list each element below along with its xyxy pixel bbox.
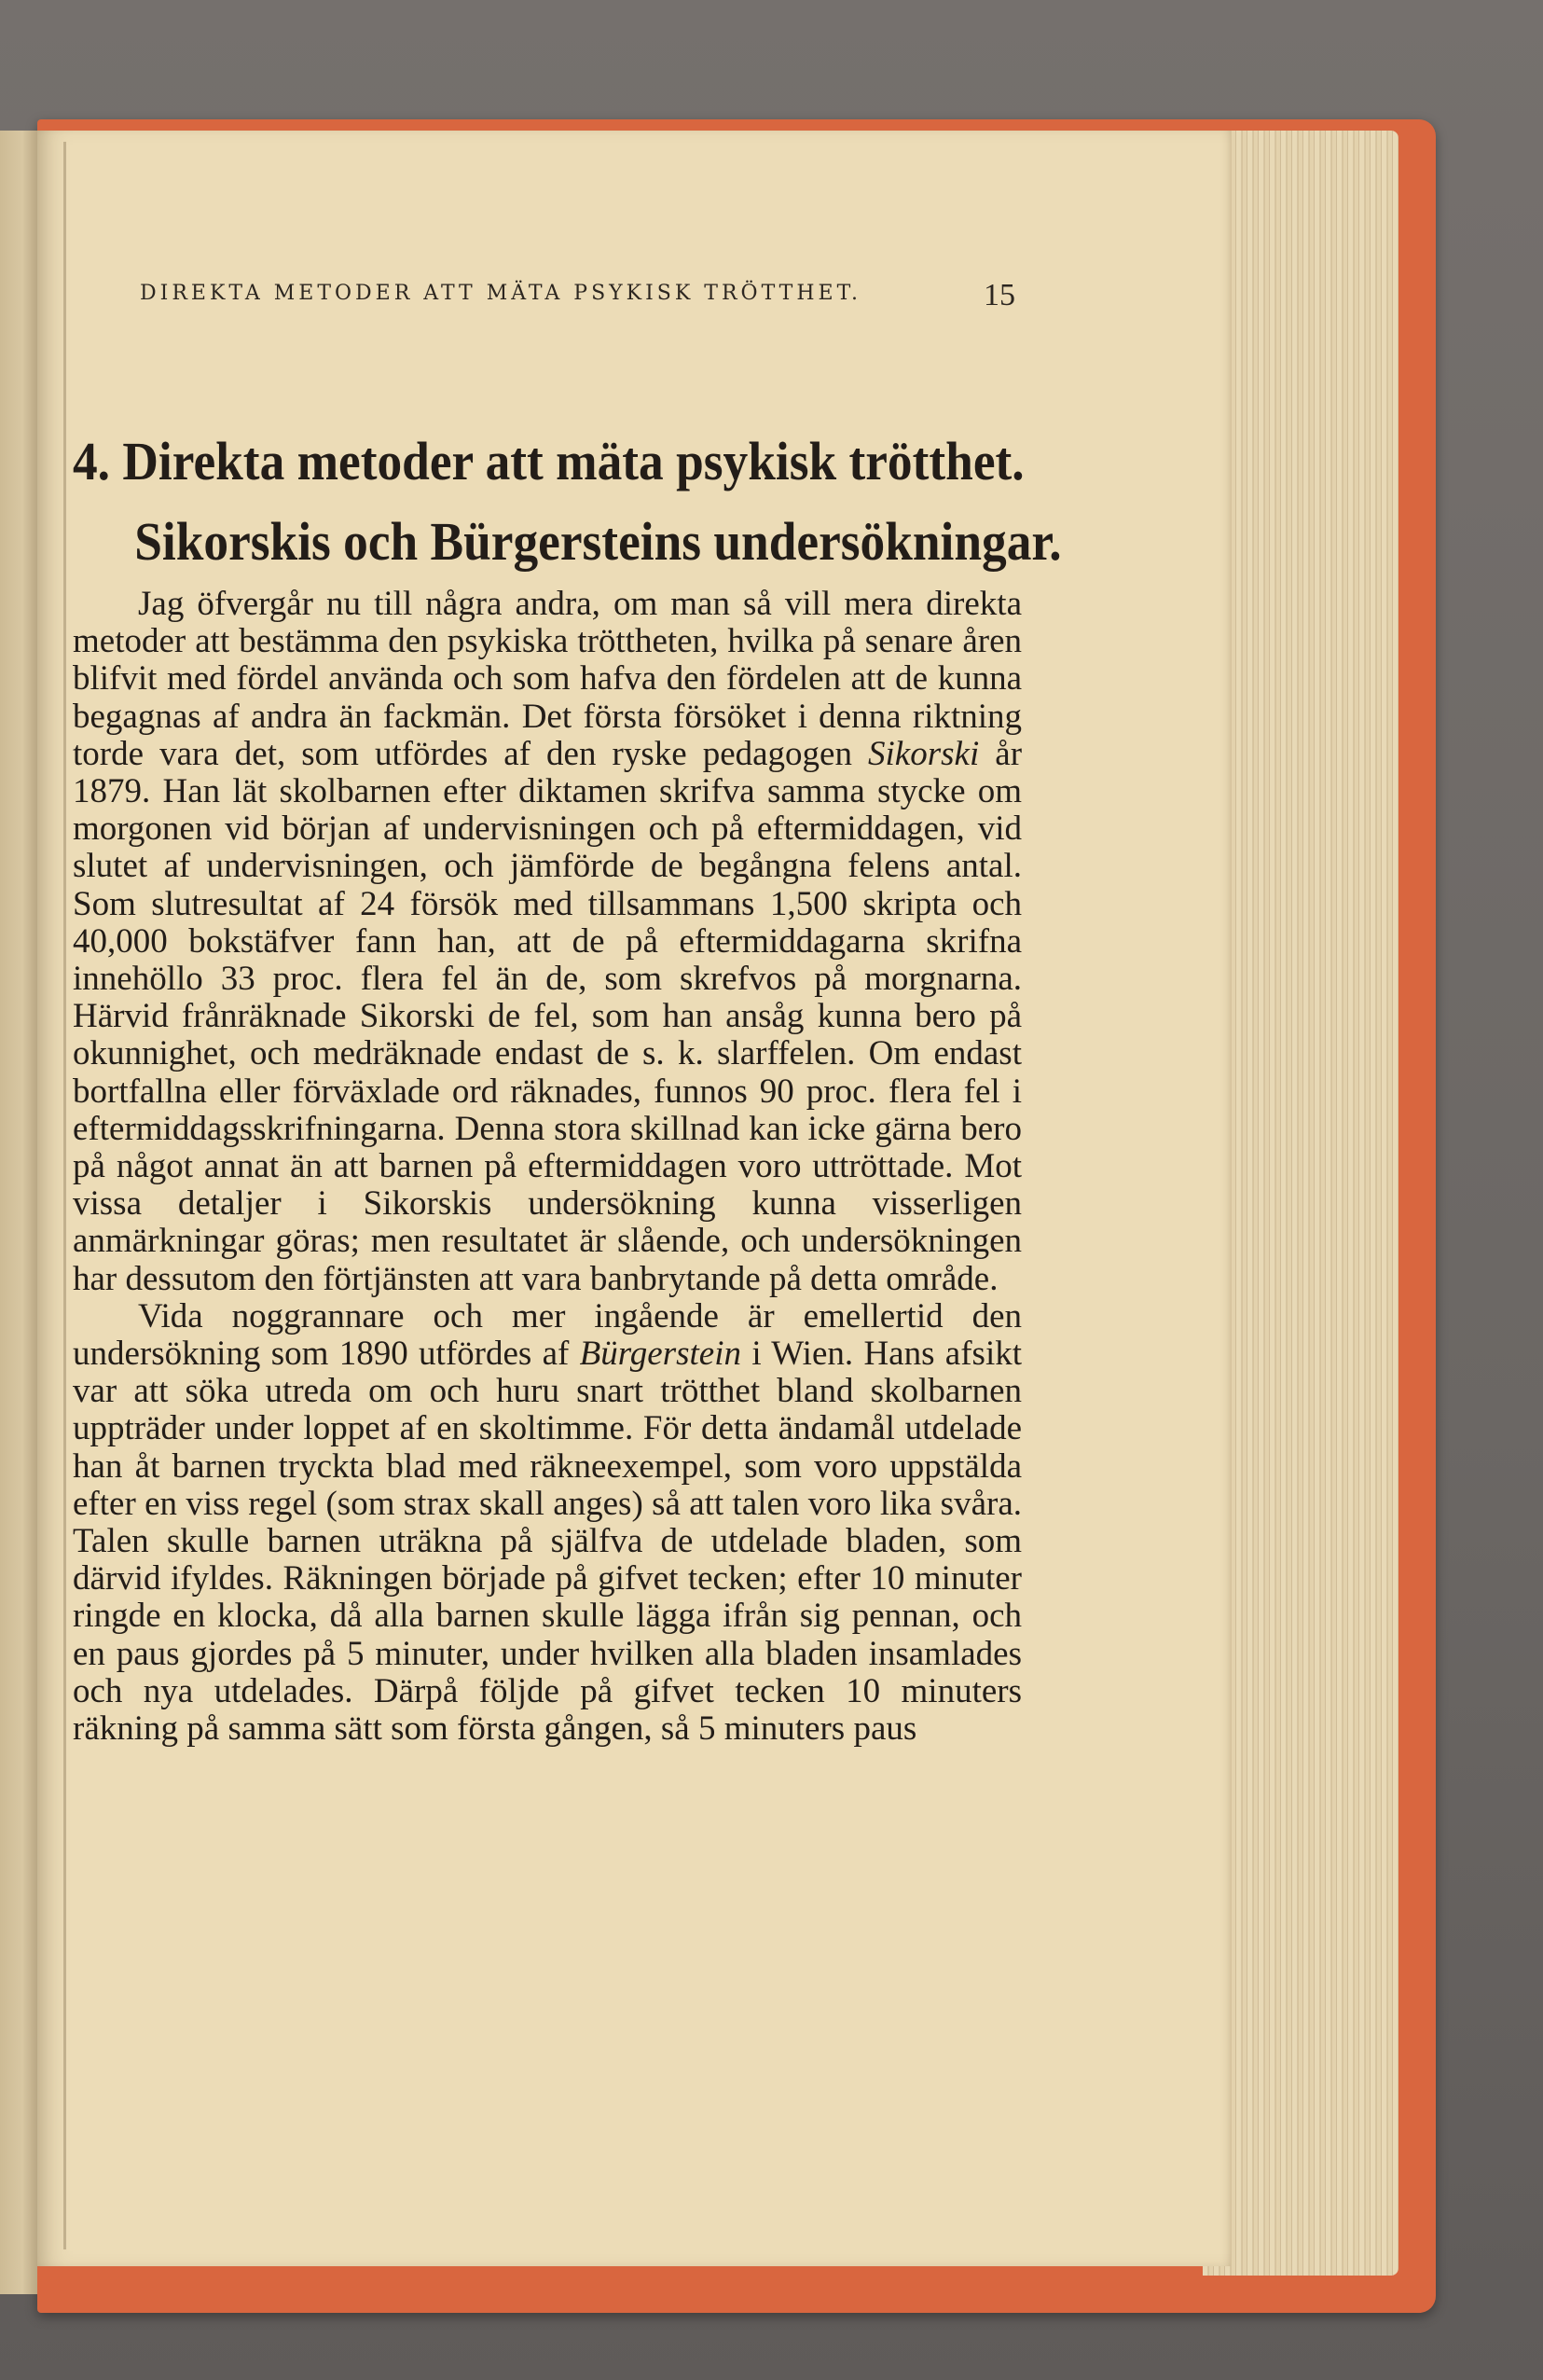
paragraph-1-text-b: år 1879. Han lät skolbarnen efter diktamen skrifva samma stycke om morgonen vid början af undervisningen och på eftermiddagen, vid slutet af undervisningen, och jämförde de begångna felens antal. Som slutresultat af 24 försök med tillsammans 1,500 skripta och 40,000 bokstäfver fann han, att de på eftermiddagarna skrifna innehöllo 33 proc. flera fel än de, som skrefvos på morgnarna. Härvid frånräknade Sikorski de fel, som han ansåg kunna bero på okunnighet, och medräknade endast de s. k. slarffelen. Om endast bortfallna eller förväxlade ord räknades, funnos 90 proc. flera fel i eftermiddagsskrifningarna. Denna stora skillnad kan icke gärna bero på något annat än att barnen på eftermiddagen voro uttröttade. Mot vissa detaljer i Sikorskis undersökning kunna visserligen anmärkningar göras; men resultatet är slående, och undersökningen har dessutom den förtjänsten att vara banbrytande på detta område. xyxy=(73,734,1023,1298)
running-head: DIREKTA METODER ATT MÄTA PSYKISK TRÖTTHET. xyxy=(140,282,862,305)
name-burgerstein: Bürgerstein xyxy=(579,1335,741,1374)
paragraph-1 xyxy=(73,586,1022,1298)
heading-line-1: 4. Direkta metoder att mäta psykisk trötthet. xyxy=(73,431,1025,491)
paragraph-1-text-a: Jag öfvergår nu till några andra, om man så vill mera direkta metoder att bestämma den psykiska tröttheten, hvilka på senare åren blifvit med fördel använda och som hafva den fördelen att de kunna begagnas af andra än fackmän. Det första försöket i denna riktning torde vara det, som utfördes af den ryske pedagogen xyxy=(73,585,1022,773)
left-page-edge xyxy=(0,131,37,2294)
page-stack-edges xyxy=(1203,131,1398,2276)
body-text xyxy=(73,586,1022,1748)
paragraph-2 xyxy=(73,1298,1022,1748)
paragraph-2-text-a: Vida noggrannare och mer ingående är emellertid den undersökning som 1890 utfördes af xyxy=(73,1296,1022,1374)
paragraph-2-text-b: i Wien. Hans afsikt var att söka utreda om och huru snart trötthet bland skolbarnen uppträder under loppet af en skoltimme. För detta ändamål utdelade han åt barnen tryckta blad med räkneexempel, som voro uppstälda efter en viss regel (som strax skall anges) så att talen voro lika svåra. Talen skulle barnen uträkna på själfva de utdelade bladen, som därvid ifyldes. Räkningen började på gifvet tecken; efter 10 minuter ringde en klocka, då alla barnen skulle lägga ifrån sig pennan, och en paus gjordes på 5 minuter, under hvilken alla bladen insamlades och nya utdelades. Därpå följde på gifvet tecken 10 minuters räkning på samma sätt som första gången, så 5 minuters paus xyxy=(73,1335,1022,1749)
heading-line-2: Sikorskis och Bürgersteins undersökningar. xyxy=(134,511,1062,572)
name-sikorski: Sikorski xyxy=(868,734,980,773)
gutter-line xyxy=(63,142,66,2249)
section-heading xyxy=(73,422,1062,582)
page-number: 15 xyxy=(984,278,1015,312)
